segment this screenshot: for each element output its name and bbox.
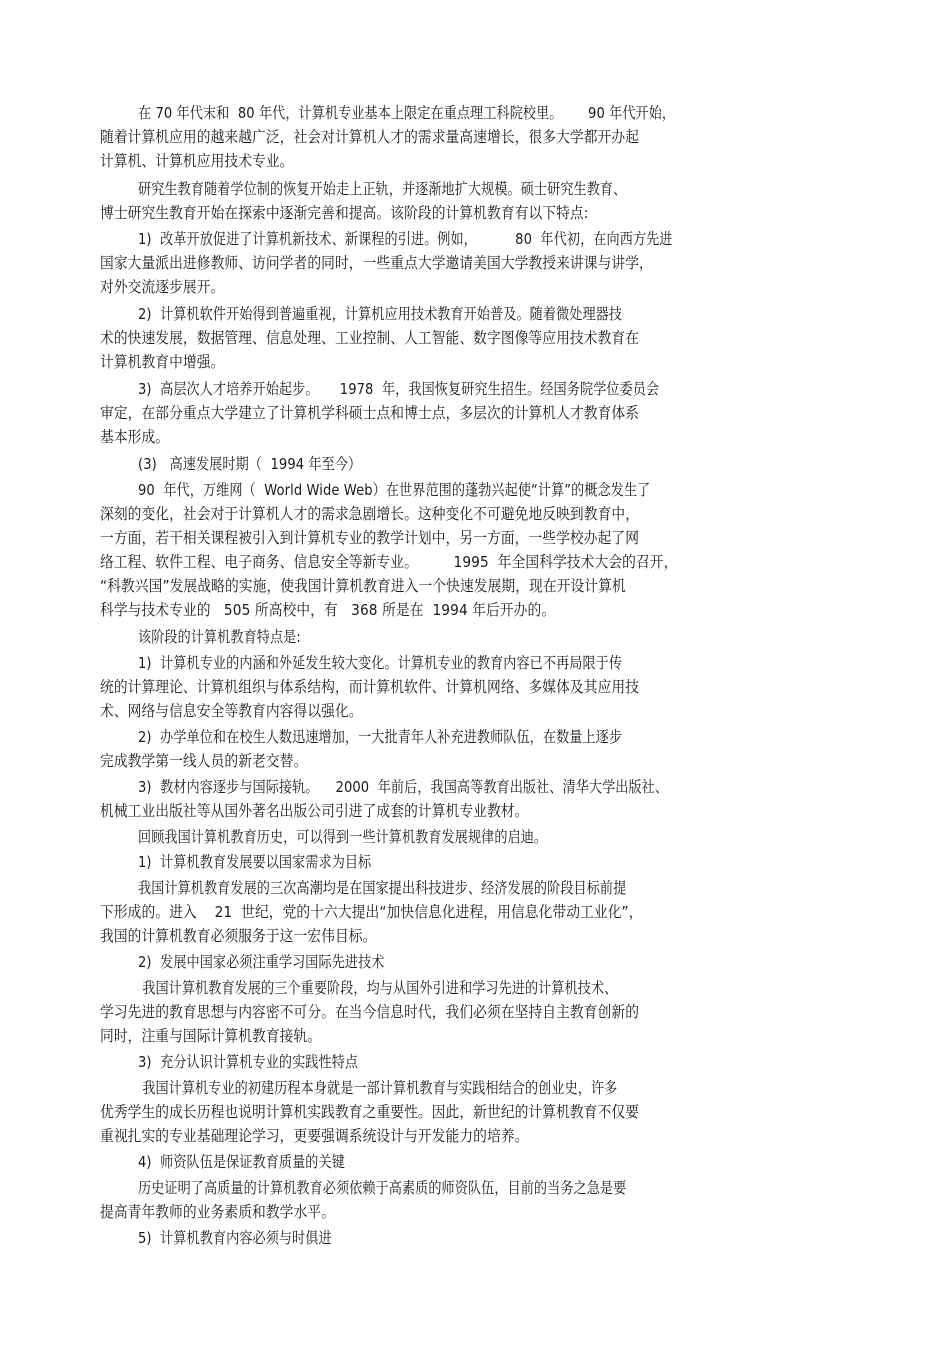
- text-line: 历史证明了高质量的计算机教育必须依赖于高素质的师资队伍，目前的当务之急是要: [138, 1179, 627, 1197]
- text-line: 国家大量派出进修教师、访问学者的同时，一些重点大学邀请美国大学教授来讲课与讲学，: [100, 254, 653, 272]
- text-line: 术的快速发展，数据管理、信息处理、工业控制、人工智能、数字图像等应用技术教育在: [100, 329, 640, 347]
- text-line: 科学与技术专业的 505 所高校中，有 368 所是在 1994 年后开办的。: [100, 601, 556, 619]
- text-line: 3) 教材内容逐步与国际接轨。 2000 年前后，我国高等教育出版社、清华大学出版社、: [138, 778, 669, 796]
- text-line: 随着计算机应用的越来越广泛，社会对计算机人才的需求量高速增长，很多大学都开办起: [100, 128, 640, 146]
- text-line: 审定，在部分重点大学建立了计算机学科硕士点和博士点，多层次的计算机人才教育体系: [100, 404, 640, 422]
- text-line: 学习先进的教育思想与内容密不可分。在当今信息时代，我们必须在坚持自主教育创新的: [100, 1003, 640, 1021]
- text-line: 90 年代，万维网（ World Wide Web）在世界范围的蓬勃兴起使“计算”的概念发生了: [138, 481, 651, 499]
- section-heading: (3) 高速发展时期（ 1994 年至今）: [138, 455, 362, 473]
- text-line: “科教兴国”发展战略的实施，使我国计算机教育进入一个快速发展期，现在开设计算机: [100, 577, 626, 595]
- text-line: 一方面，若干相关课程被引入到计算机专业的教学计划中，另一方面，一些学校办起了网: [100, 529, 640, 547]
- text-line: 2) 发展中国家必须注重学习国际先进技术: [138, 953, 385, 971]
- text-line: 我国计算机专业的初建历程本身就是一部计算机教育与实践相结合的创业史，许多: [138, 1079, 618, 1097]
- text-line: 统的计算理论、计算机组织与体系结构，而计算机软件、计算机网络、多媒体及其应用技: [100, 678, 640, 696]
- text-line: 对外交流逐步展开。: [100, 278, 225, 296]
- text-line: 计算机、计算机应用技术专业。: [100, 152, 294, 170]
- text-line: 该阶段的计算机教育特点是:: [138, 628, 301, 646]
- text-line: 4) 师资队伍是保证教育质量的关键: [138, 1153, 345, 1171]
- text-line: 络工程、软件工程、电子商务、信息安全等新专业。 1995 年全国科学技术大会的召开，: [100, 553, 678, 571]
- text-line: 博士研究生教育开始在探索中逐渐完善和提高。该阶段的计算机教育有以下特点:: [100, 204, 589, 222]
- text-line: 我国计算机教育发展的三个重要阶段，均与从国外引进和学习先进的计算机技术、: [138, 979, 618, 997]
- text-line: 1) 改革开放促进了计算机新技术、新课程的引进。例如， 80 年代初，在向西方先进: [138, 230, 673, 248]
- text-line: 机械工业出版社等从国外著名出版公司引进了成套的计算机专业教材。: [100, 802, 529, 820]
- text-line: 优秀学生的成长历程也说明计算机实践教育之重要性。因此，新世纪的计算机教育不仅要: [100, 1103, 640, 1121]
- text-line: 术、网络与信息安全等教育内容得以强化。: [100, 702, 363, 720]
- text-line: 重视扎实的专业基础理论学习，更要强调系统设计与开发能力的培养。: [100, 1127, 529, 1145]
- text-line: 下形成的。进入 21 世纪，党的十六大提出“加快信息化进程，用信息化带动工业化”，: [100, 903, 643, 921]
- text-line: 1) 计算机教育发展要以国家需求为目标: [138, 853, 372, 871]
- text-line: 2) 计算机软件开始得到普遍重视，计算机应用技术教育开始普及。随着微处理器技: [138, 305, 623, 323]
- text-line: 计算机教育中增强。: [100, 353, 225, 371]
- text-line: 研究生教育随着学位制的恢复开始走上正轨，并逐渐地扩大规模。硕士研究生教育、: [138, 180, 627, 198]
- text-line: 在 70 年代末和 80 年代，计算机专业基本上限定在重点理工科院校里。 90 年代开始，: [138, 104, 676, 122]
- text-line: 3) 高层次人才培养开始起步。 1978 年，我国恢复研究生招生。经国务院学位委员会: [138, 380, 660, 398]
- text-line: 基本形成。: [100, 428, 170, 446]
- text-line: 3) 充分认识计算机专业的实践性特点: [138, 1053, 359, 1071]
- text-line: 回顾我国计算机教育历史，可以得到一些计算机教育发展规律的启迪。: [138, 828, 548, 846]
- text-line: 2) 办学单位和在校生人数迅速增加，一大批青年人补充进教师队伍，在数量上逐步: [138, 728, 623, 746]
- text-line: 1) 计算机专业的内涵和外延发生较大变化。计算机专业的教育内容已不再局限于传: [138, 654, 623, 672]
- text-line: 提高青年教师的业务素质和教学水平。: [100, 1203, 335, 1221]
- text-line: 5) 计算机教育内容必须与时俱进: [138, 1229, 332, 1247]
- text-line: 同时，注重与国际计算机教育接轨。: [100, 1027, 322, 1045]
- text-line: 我国的计算机教育必须服务于这一宏伟目标。: [100, 927, 377, 945]
- text-line: 我国计算机教育发展的三次高潮均是在国家提出科技进步、经济发展的阶段目标前提: [138, 879, 627, 897]
- text-line: 深刻的变化，社会对于计算机人才的需求急剧增长。这种变化不可避免地反映到教育中，: [100, 505, 640, 523]
- text-line: 完成教学第一线人员的新老交替。: [100, 752, 308, 770]
